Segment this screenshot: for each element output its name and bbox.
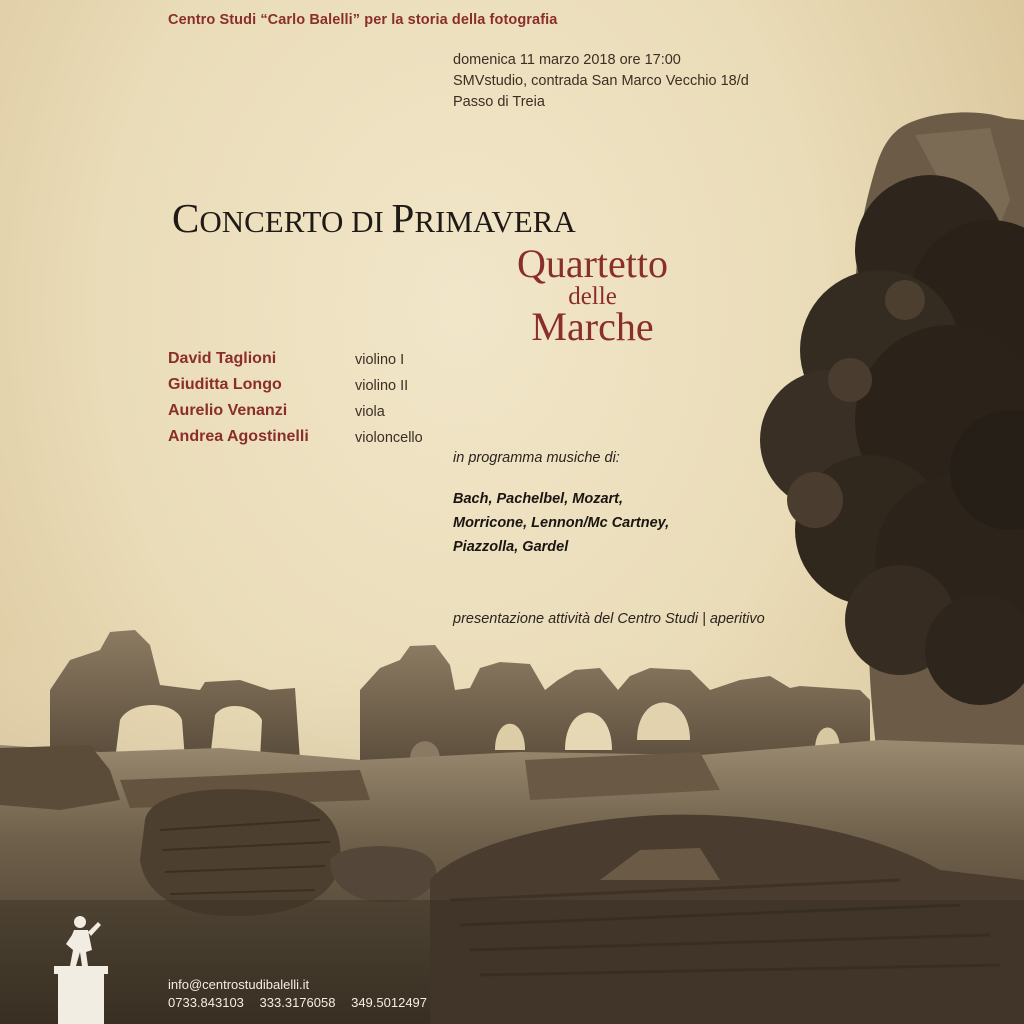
- program-intro: in programma musiche di:: [453, 450, 620, 466]
- tree: [760, 175, 1024, 705]
- composer-line: Bach, Pachelbel, Mozart,: [453, 491, 624, 507]
- contact-info: [168, 976, 439, 1012]
- ensemble-line-2: delle: [568, 283, 617, 310]
- title-word-di: DI: [351, 204, 384, 239]
- musician-list: [168, 350, 423, 454]
- contact-email[interactable]: info@centrostudibalelli.it: [168, 977, 310, 992]
- foreground-shadow: [0, 900, 1024, 1024]
- contact-phones: [168, 994, 439, 1012]
- ensemble-line-1: Quartetto: [516, 241, 669, 286]
- event-info: [453, 50, 749, 113]
- event-town: Passo di Treia: [453, 94, 545, 110]
- title-word-primavera: RIMAVERA: [414, 204, 576, 239]
- musician-instrument: violoncello: [355, 430, 423, 446]
- musician-row: [168, 402, 385, 428]
- contact-phone[interactable]: 349.5012497: [351, 995, 428, 1010]
- musician-name: Aurelio Venanzi: [168, 402, 288, 419]
- ensemble-name: [455, 241, 730, 349]
- contact-phone[interactable]: 0733.843103: [168, 995, 244, 1010]
- title-initial-p: P: [391, 195, 415, 241]
- contact-phone[interactable]: 333.3176058: [259, 995, 336, 1010]
- musician-instrument: viola: [355, 404, 385, 420]
- musician-row: [168, 428, 423, 454]
- musician-row: [168, 376, 409, 402]
- composer-line: Piazzolla, Gardel: [453, 539, 569, 555]
- organization-name: Centro Studi “Carlo Balelli” per la storia della fotografia: [168, 12, 558, 28]
- concert-title: [172, 195, 576, 241]
- musician-instrument: violino II: [355, 378, 409, 394]
- stone-block: [140, 789, 340, 916]
- ensemble-line-3: Marche: [531, 304, 654, 349]
- composer-line: Morricone, Lennon/Mc Cartney,: [453, 515, 670, 531]
- title-word-concerto: ONCERTO: [199, 204, 344, 239]
- musician-instrument: violino I: [355, 352, 405, 368]
- event-venue: SMVstudio, contrada San Marco Vecchio 18/d: [453, 73, 749, 89]
- presentation-note: presentazione attività del Centro Studi | aperitivo: [453, 611, 765, 627]
- musician-name: Andrea Agostinelli: [168, 428, 309, 445]
- musician-name: David Taglioni: [168, 350, 277, 367]
- title-initial-c: C: [172, 195, 200, 241]
- musician-row: [168, 350, 405, 376]
- musician-name: Giuditta Longo: [168, 376, 282, 393]
- composer-list: [453, 487, 669, 559]
- event-date-time: domenica 11 marzo 2018 ore 17:00: [453, 52, 681, 68]
